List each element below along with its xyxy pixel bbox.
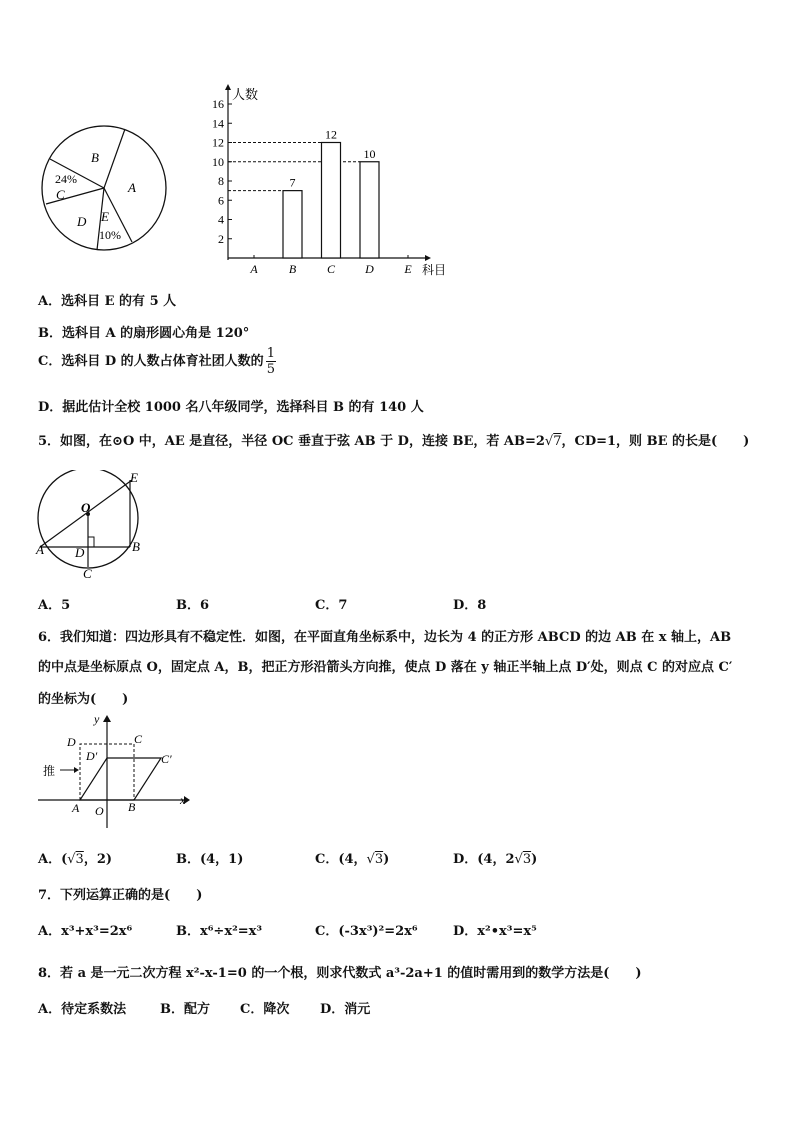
q5-circle-figure: [34, 470, 149, 582]
y-tick-label: 14: [212, 116, 224, 131]
q8-stem: 8．若 a 是一元二次方程 x²-x-1=0 的一个根，则求代数式 a³-2a+1 的值时需用到的数学方法是( ): [38, 966, 642, 981]
q5-option-b: B．6: [176, 598, 210, 613]
pie-label-b: B: [91, 150, 99, 165]
bar-d: [360, 162, 379, 258]
pie-label-c-pct: 24%: [55, 172, 77, 186]
y-axis-arrow: [225, 84, 231, 90]
q6-stem-line1: 6．我们知道：四边形具有不稳定性．如图，在平面直角坐标系中，边长为 4 的正方形 ABCD 的边 AB 在 x 轴上，AB: [38, 630, 732, 645]
pie-label-a: A: [128, 180, 136, 195]
q6-option-a-pre: A．(: [38, 852, 68, 867]
q6-option-d-radicand: 3: [522, 852, 532, 867]
q7-option-c: C．(-3x³)²=2x⁶: [315, 924, 418, 939]
pie-chart-figure: [40, 118, 172, 258]
q8-option-c: C．降次: [240, 1002, 290, 1017]
q6-label-o: O: [95, 804, 104, 818]
q5-stem-part1: 5．如图，在⊙O 中，AE 是直径，半径 OC 垂直于弦 AB 于 D，连接 BE，若 AB=2: [38, 434, 545, 449]
q6-option-c-radicand: 3: [374, 852, 384, 867]
bar-value-label: 7: [289, 175, 296, 190]
q6-option-a: [38, 848, 112, 867]
bar-value-label: 10: [363, 146, 376, 161]
q4-option-c: [38, 346, 276, 377]
q6-option-d-pre: D．(4，2: [453, 852, 515, 867]
q5-label-d: D: [75, 545, 85, 560]
q6-option-d-post: ): [531, 852, 538, 867]
y-tick-label: 6: [218, 193, 224, 208]
y-tick-label: 10: [212, 154, 224, 169]
q5-stem-part2: ，CD=1，则 BE 的长是( ): [561, 434, 750, 449]
q5-label-e: E: [130, 470, 138, 485]
q6-stem-line2: 的中点是坐标原点 O，固定点 A，B，把正方形沿箭头方向推，使点 D 落在 y 轴正半轴上点 D′处，则点 C 的对应点 C′: [38, 660, 733, 675]
q4-option-c-fraction: [266, 346, 276, 377]
q8-option-d: D．消元: [320, 1002, 371, 1017]
x-tick-label: E: [404, 262, 412, 276]
bar-c: [322, 143, 341, 259]
q6-option-c: [315, 848, 389, 867]
q5-sqrt-radicand: 7: [553, 434, 562, 449]
q5-label-o: O: [81, 500, 91, 515]
q6-option-c-post: ): [383, 852, 390, 867]
y-axis-title: 人数: [232, 87, 259, 102]
y-tick-label: 16: [212, 97, 224, 111]
q6-label-cprime: C′: [161, 752, 172, 766]
q6-label-dprime: D′: [86, 749, 98, 763]
bar-value-label: 12: [325, 127, 337, 142]
q6-option-a-sqrt: √3: [67, 852, 84, 867]
q6-label-d: D: [67, 735, 76, 749]
q6-label-c: C: [134, 732, 143, 746]
q6-label-b: B: [128, 800, 136, 814]
x-axis-title: 科目: [422, 263, 447, 277]
q6-option-c-pre: C．(4，: [315, 852, 367, 867]
q6-coordinate-figure: [34, 708, 194, 830]
y-tick-label: 8: [218, 174, 224, 188]
q7-option-b: B．x⁶÷x²=x³: [176, 924, 263, 939]
fraction-numerator: 1: [266, 346, 275, 361]
pie-label-c: C: [56, 187, 65, 202]
q5-label-b: B: [132, 539, 140, 554]
q6-stem-line3: 的坐标为( ): [38, 692, 129, 707]
q8-option-a: A．待定系数法: [38, 1002, 127, 1017]
pie-label-d: D: [77, 214, 87, 229]
q6-label-y: y: [94, 712, 100, 726]
q7-option-d: D．x²•x³=x⁵: [453, 924, 537, 939]
q6-option-a-post: ，2): [83, 852, 113, 867]
q8-option-b: B．配方: [160, 1002, 210, 1017]
bar-b: [283, 191, 302, 258]
x-tick-label: D: [365, 262, 374, 276]
x-axis-arrow: [425, 255, 431, 261]
q6-option-d: [453, 848, 537, 867]
q5-option-d: D．8: [453, 598, 487, 613]
q5-label-a: A: [36, 542, 44, 557]
y-tick-label: 2: [218, 231, 224, 246]
y-tick-label: 4: [218, 212, 224, 227]
q6-label-push: 推: [43, 764, 56, 778]
bar-chart: [200, 80, 455, 280]
q4-option-d: D．据此估计全校 1000 名八年级同学，选择科目 B 的有 140 人: [38, 400, 424, 415]
q6-label-a: A: [72, 801, 80, 815]
q5-sqrt: √7: [544, 434, 562, 449]
pie-label-e: E: [101, 209, 109, 224]
q6-label-x: x: [180, 793, 186, 807]
q4-option-a: A．选科目 E 的有 5 人: [38, 294, 177, 309]
q7-stem: 7．下列运算正确的是( ): [38, 888, 203, 903]
q4-option-b: B．选科目 A 的扇形圆心角是 120°: [38, 326, 250, 341]
fraction-denominator: 5: [266, 362, 275, 377]
q4-option-c-text: C．选科目 D 的人数占体育社团人数的: [38, 354, 264, 369]
q6-option-b: B．(4，1): [176, 852, 244, 867]
q5-option-a: A．5: [38, 598, 71, 613]
x-tick-label: C: [326, 262, 336, 276]
q5-option-c: C．7: [315, 598, 348, 613]
q5-label-c: C: [83, 566, 92, 581]
pie-label-e-pct: 10%: [99, 228, 121, 242]
x-tick-label: B: [288, 262, 297, 276]
q6-option-d-sqrt: √3: [514, 852, 532, 867]
q6-option-a-radicand: 3: [75, 852, 84, 867]
x-tick-label: A: [250, 262, 258, 276]
q5-stem: [38, 430, 749, 449]
q7-option-a: A．x³+x³=2x⁶: [38, 924, 133, 939]
y-tick-label: 12: [212, 135, 224, 150]
q6-option-c-sqrt: √3: [366, 852, 384, 867]
